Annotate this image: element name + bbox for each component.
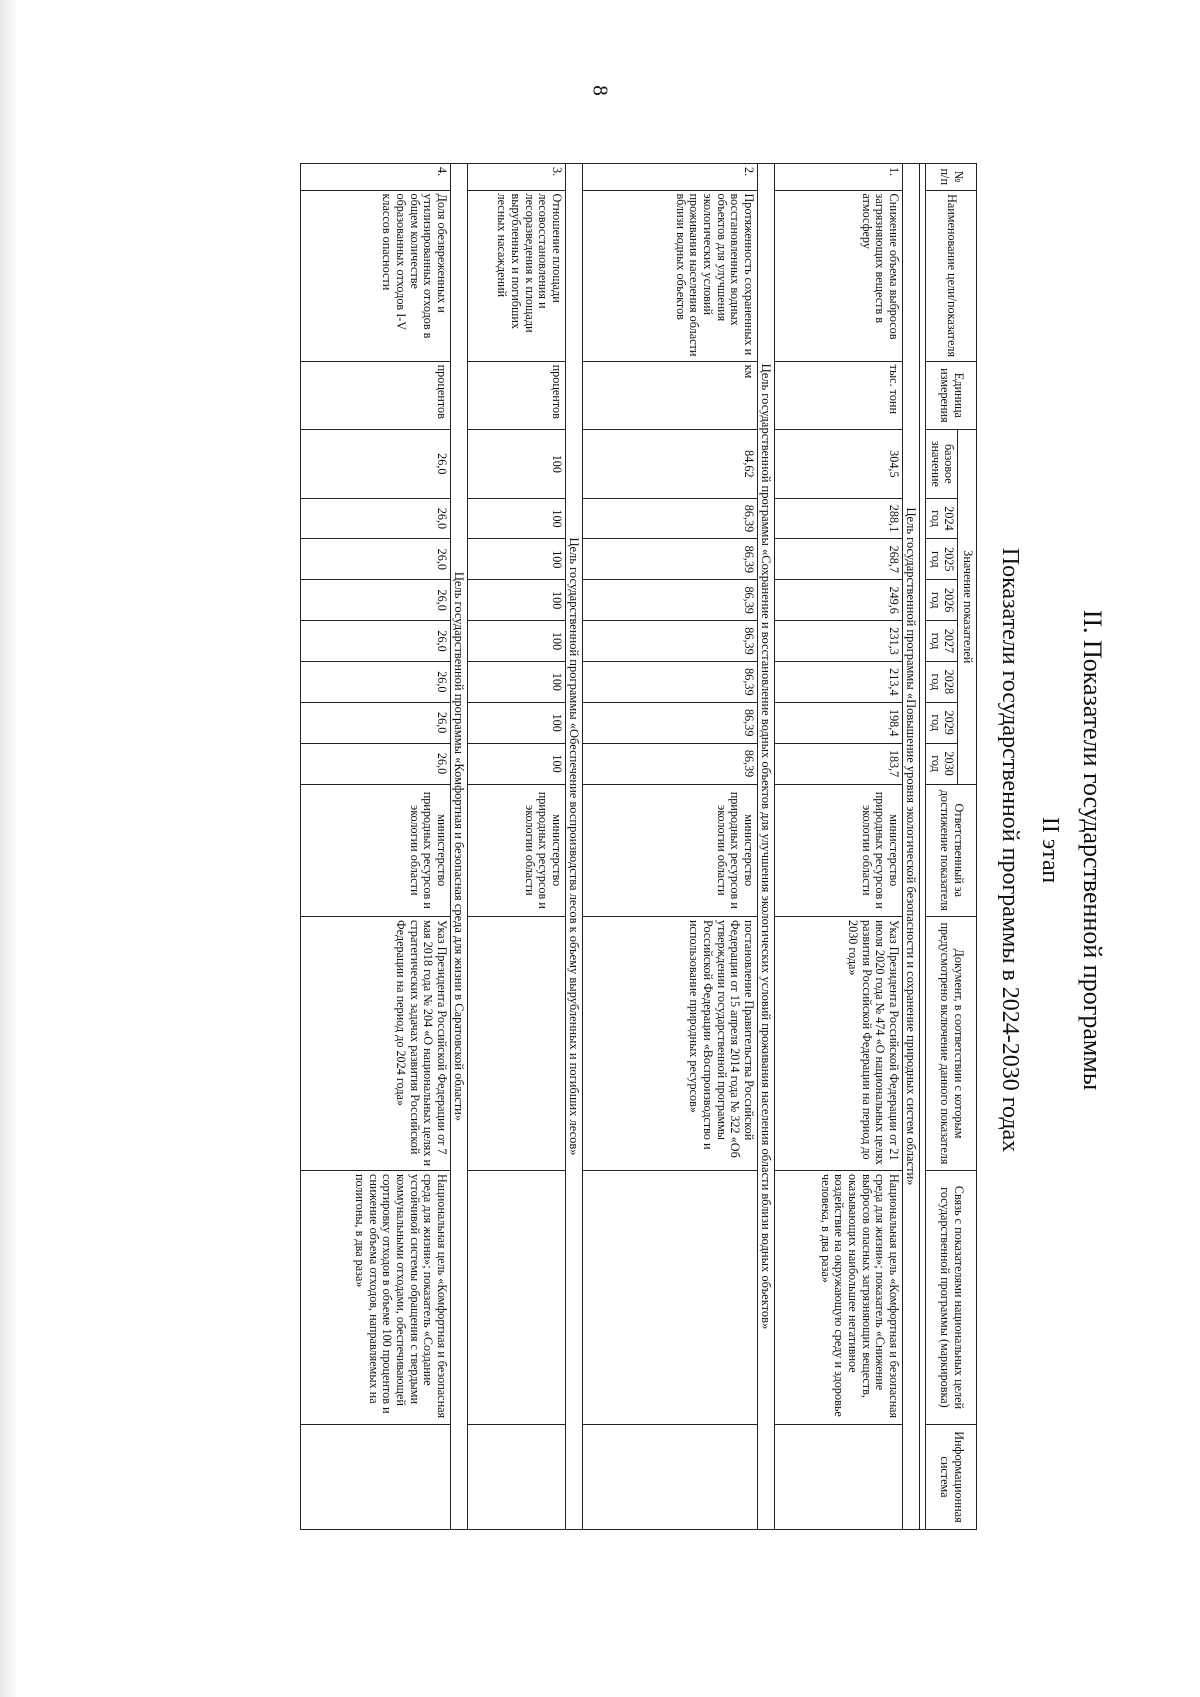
col-values-group-header: Значение показателей (958, 430, 977, 784)
year-value: 86,39 (583, 621, 758, 662)
responsible-cell: министерство природных ресурсов и экологии области (468, 784, 566, 917)
table-row (775, 164, 903, 1530)
unit-cell: процентов (301, 361, 451, 429)
year-value: 100 (468, 539, 566, 580)
col-system-header: Информационная система (926, 1424, 977, 1529)
col-responsible-header: Ответственный за достижение показателя (926, 784, 977, 917)
year-value: 26,0 (301, 498, 451, 539)
base-value: 84,62 (583, 430, 758, 498)
indicator-name: Доля обезвреженных и утилизированных отходов в общем количестве образованных отходов I-V классов опасности (301, 190, 451, 361)
indicator-name: Отношение площади лесовосстановления и лесоразведения к площади вырубленных и погибших лесных насаждений (468, 190, 566, 361)
goal-text: Цель государственной программы «Обеспечение воспроизводства лесов к объему вырубленных и погибших лесов» (566, 164, 583, 1530)
year-value: 26,0 (301, 702, 451, 743)
col-year-header: 2028 год (926, 661, 958, 702)
col-base-header: базовое значение (926, 430, 958, 498)
responsible-cell: министерство природных ресурсов и экологии области (301, 784, 451, 917)
base-value: 304,5 (775, 430, 903, 498)
row-num: 4. (301, 164, 451, 191)
col-year-header: 2025 год (926, 539, 958, 580)
year-value: 86,39 (583, 580, 758, 621)
goal-row (758, 164, 775, 1530)
col-num-header: № п/п (926, 164, 977, 191)
link-cell (468, 1170, 566, 1424)
year-value: 288,1 (775, 498, 903, 539)
rotated-page (210, 100, 1125, 1600)
indicator-name: Снижение объема выбросов загрязняющих веществ в атмосферу (775, 190, 903, 361)
unit-cell: тыс. тонн (775, 361, 903, 429)
year-value: 100 (468, 580, 566, 621)
goal-text: Цель государственной программы «Повышение уровня экологической безопасности и сохранение природных систем области» (903, 164, 920, 1530)
year-value: 100 (468, 702, 566, 743)
col-document-header: Документ, в соответствии с которым предусмотрено включение данного показателя (926, 917, 977, 1171)
year-value: 26,0 (301, 580, 451, 621)
goal-row (903, 164, 920, 1530)
table-title: Показатели государственной программы в 2024-2030 годах (997, 547, 1023, 1153)
responsible-cell: министерство природных ресурсов и экологии области (583, 784, 758, 917)
year-value: 100 (468, 498, 566, 539)
year-value: 198,4 (775, 702, 903, 743)
indicator-name: Протяженность сохраненных и восстановленных водных объектов для улучшения экологических условий проживания населения области вблизи водных объектов (583, 190, 758, 361)
col-year-header: 2029 год (926, 702, 958, 743)
year-value: 86,39 (583, 498, 758, 539)
base-value: 100 (468, 430, 566, 498)
document-cell: Указ Президента Российской Федерации от 21 июля 2020 года № 474 «О национальных целях развития Российской Федерации на период до 2030 года» (775, 917, 903, 1171)
year-value: 183,7 (775, 743, 903, 784)
system-cell (468, 1424, 566, 1529)
goal-row (566, 164, 583, 1530)
year-value: 26,0 (301, 539, 451, 580)
document-cell (468, 917, 566, 1171)
spacer-row (920, 164, 926, 1530)
goal-text: Цель государственной программы «Комфортная и безопасная среда для жизни в Саратовской области» (451, 164, 468, 1530)
table-row (583, 164, 758, 1530)
col-year-header: 2026 год (926, 580, 958, 621)
stage-heading: II этап (1037, 816, 1063, 884)
year-value: 86,39 (583, 702, 758, 743)
year-value: 86,39 (583, 539, 758, 580)
year-value: 100 (468, 621, 566, 662)
page-number: 8 (588, 85, 613, 96)
section-heading: II. Показатели государственной программы (1078, 609, 1107, 1091)
base-value: 26,0 (301, 430, 451, 498)
unit-cell: процентов (468, 361, 566, 429)
responsible-cell: министерство природных ресурсов и экологии области (775, 784, 903, 917)
row-num: 3. (468, 164, 566, 191)
header-row-1 (958, 164, 977, 1530)
year-value: 26,0 (301, 743, 451, 784)
row-num: 1. (775, 164, 903, 191)
indicators-table (300, 163, 977, 1530)
col-unit-header: Единица измерения (926, 361, 977, 429)
system-cell (583, 1424, 758, 1529)
col-year-header: 2030 год (926, 743, 958, 784)
year-value: 100 (468, 661, 566, 702)
year-value: 26,0 (301, 621, 451, 662)
goal-row (451, 164, 468, 1530)
scan-edge (0, 0, 18, 1697)
system-cell (775, 1424, 903, 1529)
goal-text: Цель государственной программы «Сохранение и восстановление водных объектов для улучшения экологических условий проживания населения области вблизи водных объектов» (758, 164, 775, 1530)
table-row (301, 164, 451, 1530)
link-cell: Национальная цель «Комфортная и безопасная среда для жизни»; показатель «Снижение выбросов опасных загрязняющих веществ, оказывающих наибольшее негативное воздействие на окружающую среду и здоровье человека, в два раза» (775, 1170, 903, 1424)
year-value: 213,4 (775, 661, 903, 702)
link-cell (583, 1170, 758, 1424)
col-link-header: Связь с показателями национальных целей государственной программы (маркировка) (926, 1170, 977, 1424)
col-name-header: Наименование цели/показателя (926, 190, 977, 361)
year-value: 86,39 (583, 661, 758, 702)
year-value: 268,7 (775, 539, 903, 580)
year-value: 249,6 (775, 580, 903, 621)
year-value: 26,0 (301, 661, 451, 702)
document-cell: постановление Правительства Российской Федерации от 15 апреля 2014 года № 322 «Об утверждении государственной программы Российской Федерации «Воспроизводство и использование природных ресурсов» (583, 917, 758, 1171)
table-row (468, 164, 566, 1530)
system-cell (301, 1424, 451, 1529)
document-cell: Указ Президента Российской Федерации от 7 мая 2018 года № 204 «О национальных целях и стратегических задачах развития Российской Федерации на период до 2024 года» (301, 917, 451, 1171)
col-year-header: 2027 год (926, 621, 958, 662)
link-cell: Национальная цель «Комфортная и безопасная среда для жизни»; показатель «Создание устойчивой системы обращения с твердыми коммунальными отходами, обеспечивающей сортировку отходов в объеме 100 процентов и снижение объема отходов, направляемых на полигоны, в два раза» (301, 1170, 451, 1424)
row-num: 2. (583, 164, 758, 191)
year-value: 86,39 (583, 743, 758, 784)
col-year-header: 2024 год (926, 498, 958, 539)
year-value: 100 (468, 743, 566, 784)
unit-cell: км (583, 361, 758, 429)
year-value: 231,3 (775, 621, 903, 662)
